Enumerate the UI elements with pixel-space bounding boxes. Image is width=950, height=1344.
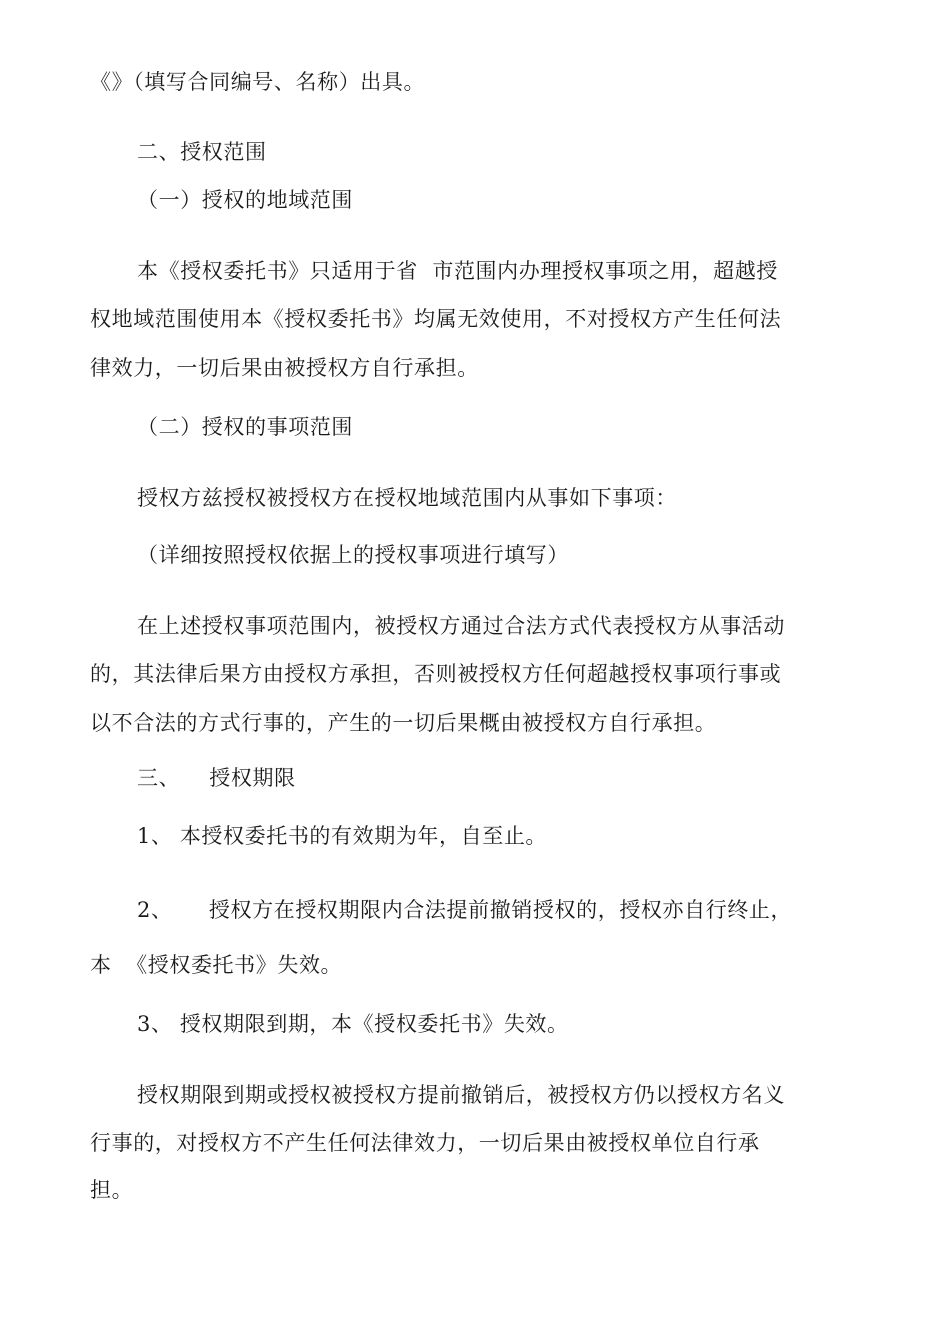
list-item-revocation-line-1: 2、 授权方在授权期限内合法提前撤销授权的，授权亦自行终止， [137,898,793,922]
paragraph-legal-effect-line-3: 以不合法的方式行事的，产生的一切后果概由被授权方自行承担。 [90,711,717,735]
subheading-geographic-scope: （一）授权的地域范围 [137,188,353,212]
paragraph-matters-intro: 授权方兹授权被授权方在授权地域范围内从事如下事项： [137,486,677,510]
paragraph-legal-effect-line-1: 在上述授权事项范围内，被授权方通过合法方式代表授权方从事活动 [137,614,785,638]
heading-authorization-period: 三、 授权期限 [137,766,296,790]
list-item-validity-period: 1、 本授权委托书的有效期为年，自至止。 [137,824,548,848]
paragraph-after-expiry-line-3: 担。 [90,1178,134,1202]
subheading-matter-scope: （二）授权的事项范围 [137,415,353,439]
paragraph-geographic-line-3: 律效力，一切后果由被授权方自行承担。 [90,356,479,380]
paragraph-geographic-line-1: 本《授权委托书》只适用于省 市范围内办理授权事项之用，超越授 [137,259,778,283]
paragraph-after-expiry-line-1: 授权期限到期或授权被授权方提前撤销后，被授权方仍以授权方名义 [137,1083,785,1107]
paragraph-after-expiry-line-2: 行事的，对授权方不产生任何法律效力，一切后果由被授权单位自行承 [90,1131,760,1155]
heading-authorization-scope: 二、授权范围 [137,140,267,164]
list-item-expiry: 3、 授权期限到期，本《授权委托书》失效。 [137,1012,569,1036]
paragraph-geographic-line-2: 权地域范围使用本《授权委托书》均属无效使用，不对授权方产生任何法 [90,307,782,331]
list-item-revocation-line-2: 本 《授权委托书》失效。 [90,953,343,977]
text-line-contract-ref: 《》（填写合同编号、名称）出具。 [90,70,426,94]
paragraph-legal-effect-line-2: 的，其法律后果方由授权方承担，否则被授权方任何超越授权事项行事或 [90,662,782,686]
paragraph-matters-instruction: （详细按照授权依据上的授权事项进行填写） [137,543,569,567]
